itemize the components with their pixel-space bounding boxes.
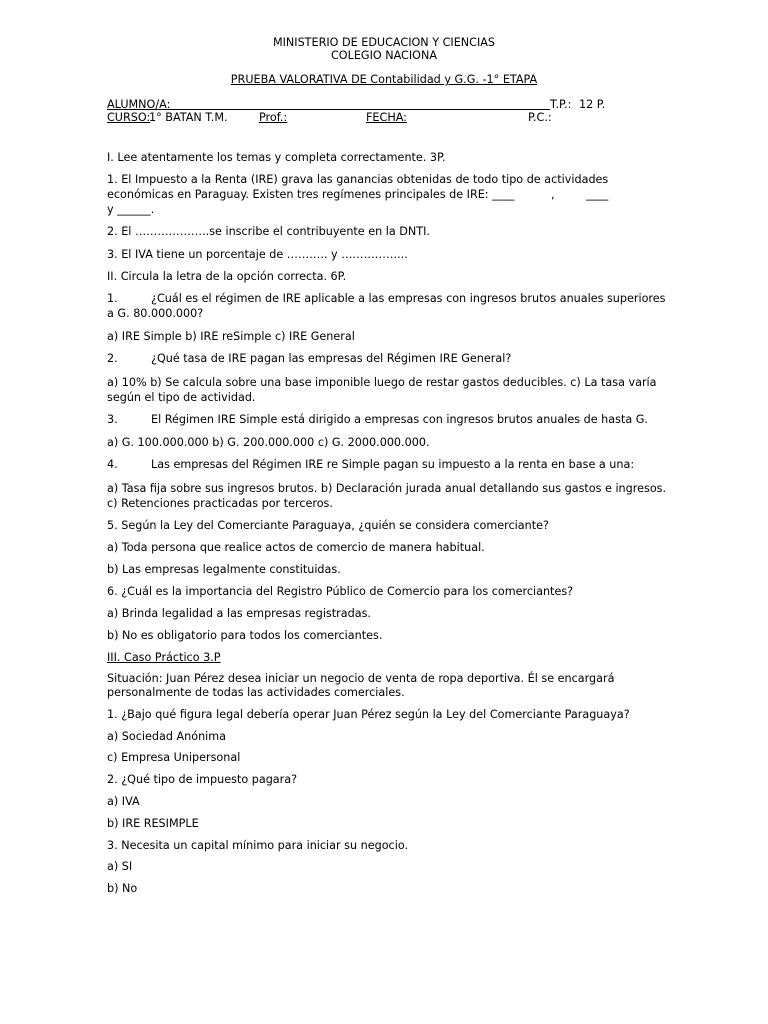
section2-q2-number: 2. (107, 352, 118, 365)
section3-q3: 3. Necesita un capital mínimo para iniciar su negocio. (107, 839, 409, 852)
section2-q3-text: El Régimen IRE Simple está dirigido a empresas con ingresos brutos anuales de hasta G. (151, 413, 648, 426)
section2-q5-option-b: b) Las empresas legalmente constituidas. (107, 563, 341, 576)
exam-title: PRUEBA VALORATIVA DE Contabilidad y G.G. -1° ETAPA (230, 73, 538, 86)
section3-q2-option-a: a) IVA (107, 795, 140, 808)
section2-q4-number: 4. (107, 458, 118, 471)
pc-label: P.C.: (528, 111, 552, 124)
section2-q6-option-b: b) No es obligatorio para todos los comerciantes. (107, 629, 383, 642)
ministry-heading: MINISTERIO DE EDUCACION Y CIENCIAS (272, 36, 496, 49)
section3-q2: 2. ¿Qué tipo de impuesto pagara? (107, 773, 298, 786)
section3-q3-option-b: b) No (107, 882, 138, 895)
section2-q1-text-line1: ¿Cuál es el régimen de IRE aplicable a las empresas con ingresos brutos anuales superiores (151, 292, 666, 305)
section1-q1-line3: y ______. (107, 203, 155, 216)
section3-q1: 1. ¿Bajo qué figura legal debería operar Juan Pérez según la Ley del Comerciante Paraguaya? (107, 708, 630, 721)
section3-q3-option-a: a) SI (107, 860, 133, 873)
section2-q3-options: a) G. 100.000.000 b) G. 200.000.000 c) G. 2000.000.000. (107, 436, 430, 449)
section3-heading: III. Caso Práctico 3.P (107, 651, 221, 664)
section2-heading: II. Circula la letra de la opción correcta. 6P. (107, 270, 347, 283)
section1-q3: 3. El IVA tiene un porcentaje de ……….. y ……………... (107, 248, 408, 261)
alumno-underline (170, 109, 550, 110)
section2-q4-options-line2: c) Retenciones practicadas por terceros. (107, 497, 333, 510)
section1-q2: 2. El ………………..se inscribe el contribuyente en la DNTI. (107, 225, 430, 238)
section3-situation-line1: Situación: Juan Pérez desea iniciar un negocio de venta de ropa deportiva. Él se encargará (107, 672, 615, 685)
section2-q2-options-line1: a) 10% b) Se calcula sobre una base imponible luego de restar gastos deducibles. c) La tasa varía (107, 376, 657, 389)
section3-situation-line2: personalmente de todas las actividades comerciales. (107, 686, 405, 699)
section3-q2-option-b: b) IRE RESIMPLE (107, 817, 199, 830)
section3-q1-option-a: a) Sociedad Anónima (107, 730, 227, 743)
section2-q6-option-a: a) Brinda legalidad a las empresas registradas. (107, 607, 371, 620)
section2-q2-text: ¿Qué tasa de IRE pagan las empresas del Régimen IRE General? (151, 352, 512, 365)
section1-heading: I. Lee atentamente los temas y completa correctamente. 3P. (107, 151, 446, 164)
section2-q5-text: 5. Según la Ley del Comerciante Paraguaya, ¿quién se considera comerciante? (107, 519, 549, 532)
section1-q1-line1: 1. El Impuesto a la Renta (IRE) grava las ganancias obtenidas de todo tipo de actividades (107, 173, 609, 186)
section2-q5-option-a: a) Toda persona que realice actos de comercio de manera habitual. (107, 541, 485, 554)
section1-q1-comma: , (551, 188, 555, 201)
section2-q4-options-line1: a) Tasa fija sobre sus ingresos brutos. b) Declaración jurada anual detallando sus gastos e ingresos. (107, 482, 667, 495)
school-heading: COLEGIO NACIONA (330, 49, 437, 62)
alumno-label: ALUMNO/A: (107, 98, 171, 111)
fecha-label: FECHA: (366, 111, 407, 124)
section2-q2-options-line2: según el tipo de actividad. (107, 391, 256, 404)
section2-q1-options: a) IRE Simple b) IRE reSimple c) IRE General (107, 330, 355, 343)
section2-q1-text-line2: a G. 80.000.000? (107, 307, 204, 320)
curso-label: CURSO: (107, 111, 151, 124)
section2-q1-number: 1. (107, 292, 118, 305)
curso-value: 1° BATAN T.M. (149, 111, 228, 124)
tp-label: T.P.: (550, 98, 572, 111)
tp-value: 12 P. (579, 98, 606, 111)
section1-q1-line2: económicas en Paraguay. Existen tres regímenes principales de IRE: ____ (107, 188, 515, 201)
prof-label: Prof.: (259, 111, 288, 124)
section1-q1-blank2: ____ (586, 188, 609, 201)
section2-q3-number: 3. (107, 413, 118, 426)
section2-q4-text: Las empresas del Régimen IRE re Simple pagan su impuesto a la renta en base a una: (151, 458, 635, 471)
section3-q1-option-c: c) Empresa Unipersonal (107, 751, 241, 764)
section2-q6-text: 6. ¿Cuál es la importancia del Registro Público de Comercio para los comerciantes? (107, 585, 574, 598)
